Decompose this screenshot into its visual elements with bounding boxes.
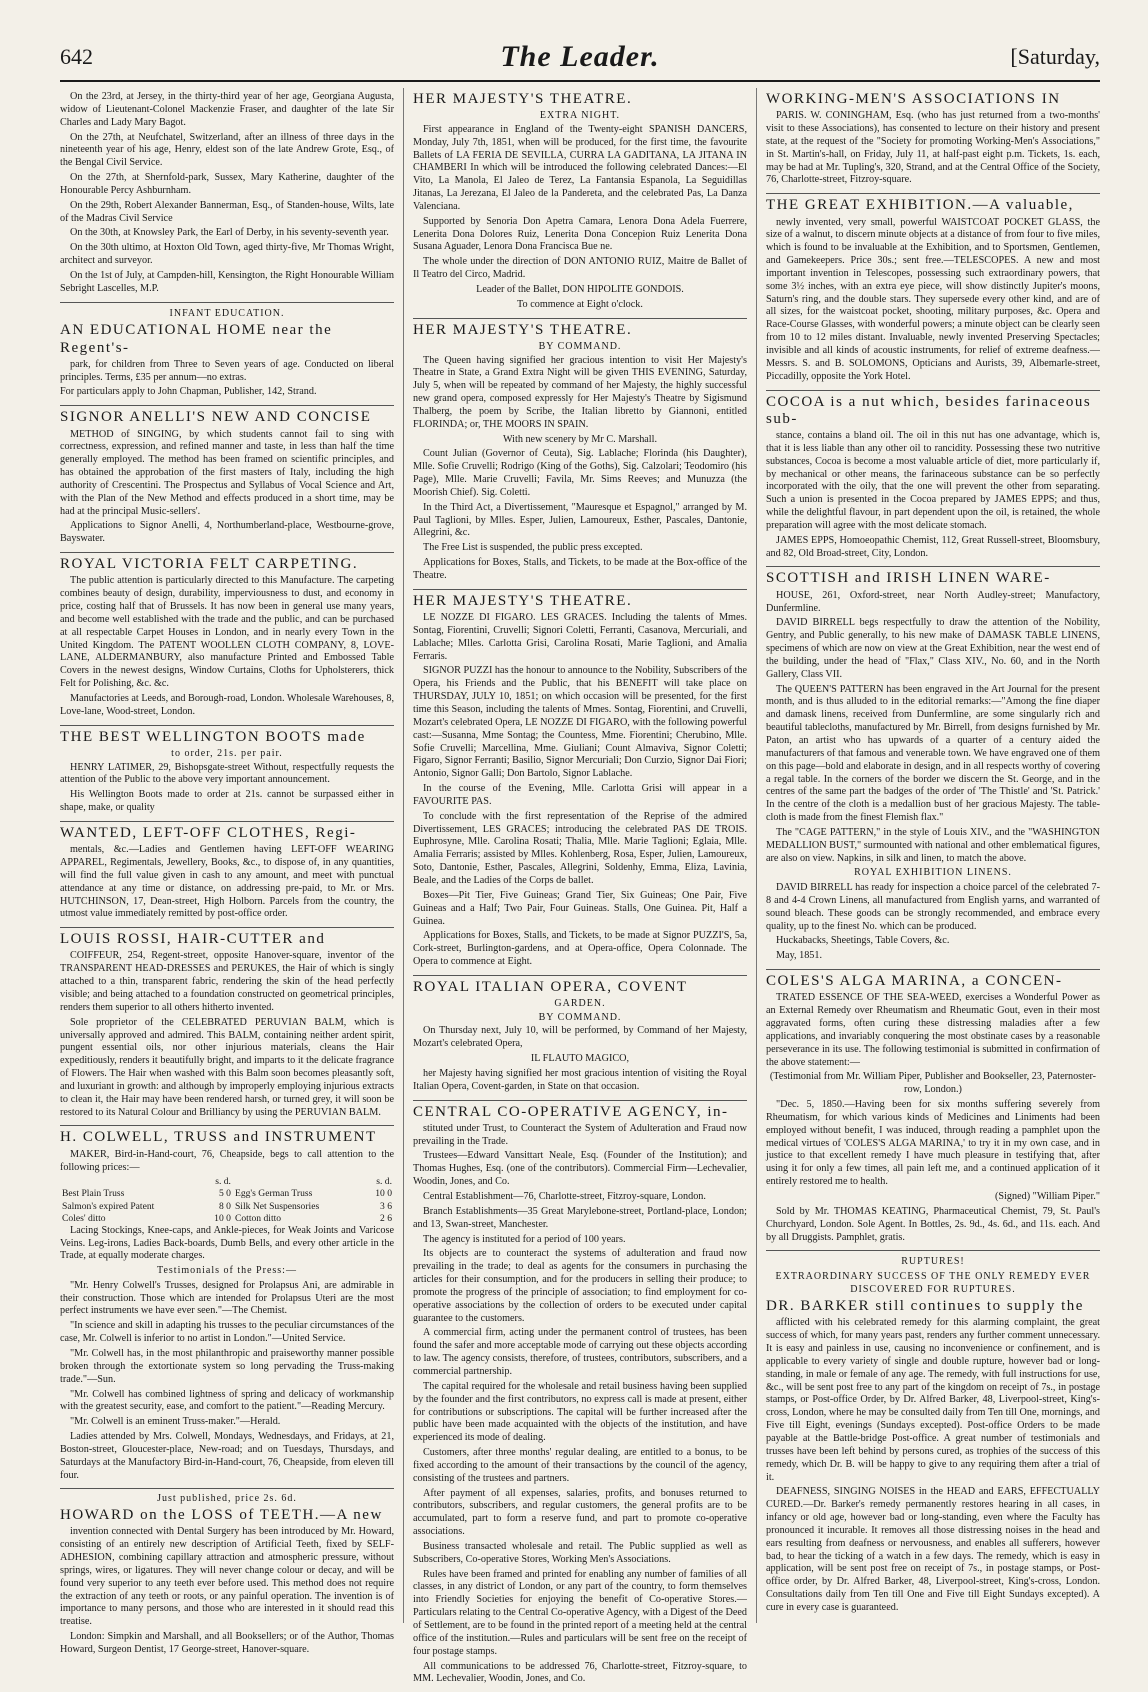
price-table: [60, 1176, 394, 1224]
price-item: Salmon's expired Patent: [62, 1200, 155, 1212]
ad-cocoa: [766, 391, 1100, 568]
price-row: [60, 1213, 394, 1225]
ad-headline: WANTED, LEFT-OFF CLOTHES, Regi-: [60, 824, 357, 841]
ad-body: stituted under Trust, to Counteract the System of Adulteration and Fraud now prevailing in the Trade.: [413, 1122, 747, 1147]
ad-body: newly invented, very small, powerful WAISTCOAT POCKET GLASS, the size of a walnut, to discern minute objects at a distance of from four to five miles, which is found to be invaluable at the Exhibition, and to Sportsmen, Gentlemen, and Gamekeepers. Price 30s.; sent free.—TELESCOPES. A new and most important invention in Telescopes, possessing such extraordinary powers, that some 3½ inches, with an extra eye piece, will show distinctly Jupiter's moons, Saturn's ring, and the double stars. They supersede every other kind, and are of all sizes, for the waistcoat pocket, shooting, military purposes, &c. Opera and Race-Course Glasses, with wonderful powers; a minute object can be clearly seen from 10 to 12 miles distant. Invaluable, newly invented Preserving Spectacles; invisible and all kinds of acoustic instruments, for relief of extreme deafness.—Messrs. S. and B. SOLOMONS, Opticians and Aurists, 39, Albemarle-street, Piccadilly, opposite the York Hotel.: [766, 216, 1100, 382]
ad-coles-alga-marina: [766, 970, 1100, 1251]
ad-anelli: [60, 406, 394, 553]
ad-ruptures: [766, 1251, 1100, 1620]
price-value: 3 6: [380, 1200, 392, 1212]
notice: On the 27th, at Neufchatel, Switzerland, after an illness of three days in the nineteenth year of his age, Henry, eldest son of the late Andrew Grote, Esq., of the Bengal Civil Service.: [60, 131, 394, 169]
ad-body: On Thursday next, July 10, will be performed, by Command of her Majesty, Mozart's celebrated Opera,: [413, 1025, 747, 1050]
ad-label: Testimonials of the Press:—: [157, 1265, 297, 1277]
testimonial: "Mr. Colwell has, in the most philanthropic and praiseworthy manner possible broken through the extortionate system so long pervading the Truss-making trade."—Sun.: [60, 1348, 394, 1385]
ad-body: Huckabacks, Sheetings, Table Covers, &c.: [776, 935, 950, 947]
ad-body: Boxes—Pit Tier, Five Guineas; Grand Tier, Six Guineas; One Pair, Five Guineas and a Half; Two Pair, Four Guineas. Stalls, One Guinea. Pit, Half a Guinea.: [413, 889, 747, 927]
ad-label: EXTRAORDINARY SUCCESS OF THE ONLY REMEDY EVER DISCOVERED FOR RUPTURES.: [775, 1270, 1091, 1295]
ad-body: "Dec. 5, 1850.—Having been for six months suffering severely from Rheumatism, for which various kinds of Medicines and Liniments had been employed without benefit, I was induced, through reading a pamphlet upon the medical virtues of 'COLES'S ALGA MARINA,' to try it in my own case, and in justice to that excellent remedy I have much pleasure in testifying that, after using it for only a few times, all pain left me, and a continued application of it entirely restored me to health.: [766, 1099, 1100, 1188]
ad-her-majestys-theatre-command: [413, 319, 747, 590]
ad-headline: SCOTTISH and IRISH LINEN WARE-: [766, 570, 1051, 587]
notice: On the 29th, Robert Alexander Bannerman, Esq., of Standen-house, Wilts, late of the Madras Civil Service: [60, 199, 394, 224]
ad-label: RUPTURES!: [901, 1256, 965, 1268]
ad-headline: HOWARD on the LOSS of TEETH.—A new: [60, 1507, 383, 1524]
ad-body: His Wellington Boots made to order at 21s. cannot be surpassed either in shape, make, or quality: [60, 789, 394, 814]
ad-wellington-boots: [60, 726, 394, 822]
ad-headline: LOUIS ROSSI, HAIR-CUTTER and: [60, 931, 326, 948]
deaths-notices: [60, 88, 394, 303]
ad-body: Supported by Senoria Don Apetra Camara, Lenora Dona Adela Fuerrere, Lenerita Dona Dolores Ruiz, Lenerita Dona Concepion Ruiz Lenerita Dona Susana Aguader, Lenora Dona Francisca Bue ne.: [413, 215, 747, 253]
ad-body: IL FLAUTO MAGICO,: [530, 1053, 630, 1064]
ad-body: DAVID BIRRELL begs respectfully to draw the attention of the Nobility, Gentry, and Public generally, to his new make of DAMASK TABLE LINENS, specimens of which are now on view at the Great Exhibition, near the west end of the building, under the head of "Flax," Class XIV., No. 60, and in the North Gallery, Class VII.: [766, 617, 1100, 680]
newspaper-title: The Leader.: [500, 40, 660, 73]
price-value: 10 0: [375, 1188, 392, 1200]
ad-body: The public attention is particularly directed to this Manufacture. The carpeting combines beauty of design, durability, imperviousness to dust, and economy in price, costing half that of Brussels. It has now been in general use many years, and become well established with the trade and the public, and can be purchased at all respectable Carpet Houses in London, and in nearly every Town in the United Kingdom. The PATENT WOOLLEN CLOTH COMPANY, 8, LOVE-LANE, ALDERMANBURY, also manufacture Printed and Embossed Table Covers in the newest designs, Window Curtains, Cloths for Upholsterers, thick Felt for Polishing, &c. &c.: [60, 575, 394, 690]
ad-body: All communications to be addressed 76, Charlotte-street, Fitzroy-square, to MM. Lechevalier, Woodin, Jones, and Co.: [413, 1660, 747, 1685]
ad-headline: THE GREAT EXHIBITION.—A valuable,: [766, 197, 1074, 214]
ad-body: LE NOZZE DI FIGARO. LES GRACES. Including the talents of Mmes. Sontag, Fiorentini, Cruvelli; Signori Coletti, Ferranti, Casanova, Mercuriali, and Lablache; Mlles. Carlotta Grisi, Carolina Rosati, Marie Taglioni, and Amalia Ferraris.: [413, 612, 747, 662]
notice: On the 30th ultimo, at Hoxton Old Town, aged thirty-five, Mr Thomas Wright, architect and surveyor.: [60, 242, 394, 267]
price-item: Egg's German Truss: [234, 1188, 313, 1200]
ad-headline: CENTRAL CO-OPERATIVE AGENCY, in-: [413, 1103, 729, 1120]
ad-body: TRATED ESSENCE OF THE SEA-WEED, exercises a Wonderful Power as an External Remedy over Rheumatism and Rheumatic Gout, even in their most aggravated forms, often curing these distressing maladies after a few applications, and invariably conquering the most obstinate cases by a reasonable perseverance in its use. The following testimonial is submitted in confirmation of the above statement:—: [766, 992, 1100, 1068]
ad-her-majestys-theatre-extra: [413, 88, 747, 319]
ad-body: Sold by Mr. THOMAS KEATING, Pharmaceutical Chemist, 79, St. Paul's Churchyard, London. Sole Agent. In Bottles, 2s. 9d., 4s. 6d., and 11s. each. And by all Druggists. Pamphlet, gratis.: [766, 1205, 1100, 1243]
testimonial: "Mr. Henry Colwell's Trusses, designed for Prolapsus Ani, are admirable in their construction. Those which are intended for Prolapsus Uteri are the most perfect instruments we have ever seen."—The Chemist.: [60, 1279, 394, 1317]
ad-body: Manufactories at Leeds, and Borough-road, London. Wholesale Warehouses, 8, Love-lane, Wood-street, London.: [60, 692, 394, 717]
ad-body: MAKER, Bird-in-Hand-court, 76, Cheapside, begs to call attention to the following prices:—: [60, 1148, 394, 1173]
ad-sub: Just published, price 2s. 6d.: [157, 1493, 297, 1505]
price-item: Silk Net Suspensories: [234, 1200, 320, 1212]
ad-headline: SIGNOR ANELLI'S NEW AND CONCISE: [60, 409, 372, 426]
ad-body: PARIS. W. CONINGHAM, Esq. (who has just returned from a two-months' visit to these Associations), has consented to lecture on their history and present state, at the request of the "Society for promoting Working-Men's Associations," in St. Martin's-hall, on Friday, July 11, at half-past eight p.m. Tickets, 1s. each, may be had at Mr. Tupling's, 320, Strand, and at the Central Office of the Society, 76, Charlotte-street, Fitzroy-square.: [766, 110, 1100, 186]
ad-headline: HER MAJESTY'S THEATRE.: [413, 321, 633, 338]
ad-body: invention connected with Dental Surgery has been introduced by Mr. Howard, consisting of an entirely new description of Artificial Teeth, fixed by SELF-ADHESION, combining capillary attraction and atmospheric pressure, without springs, wires, or ligatures. They will never change colour or decay, and will be found very superior to any teeth ever before used. This method does not require the extraction of any teeth or roots, or any painful operation. The invention is of importance to many persons, and those who are interested in it should read this treatise.: [60, 1526, 394, 1628]
testimonial: Ladies attended by Mrs. Colwell, Mondays, Wednesdays, and Fridays, at 21, Boston-street, Gloucester-place, New-road; and on Tuesdays, Thursdays, and Saturdays at the Manufactory Bird-in-Hand-court, 76, Cheapside, from eleven till four.: [60, 1431, 394, 1481]
price-item: Cotton ditto: [234, 1212, 282, 1224]
ad-body: (Testimonial from Mr. William Piper, Publisher and Bookseller, 23, Paternoster-row, London.): [769, 1071, 1097, 1096]
ad-sub: EXTRA NIGHT.: [539, 110, 621, 122]
ad-label: ROYAL EXHIBITION LINENS.: [854, 867, 1012, 879]
notice: On the 27th, at Shernfold-park, Sussex, Mary Katherine, daughter of the Honourable Percy Ashburnham.: [60, 172, 394, 196]
ad-body: The whole under the direction of DON ANTONIO RUIZ, Maitre de Ballet of Il Teatro del Circo, Madrid.: [413, 256, 747, 281]
price-item: Coles' ditto: [62, 1212, 106, 1224]
ad-sub: to order, 21s. per pair.: [171, 747, 283, 759]
column-3: [766, 88, 1100, 1623]
ad-body: First appearance in England of the Twenty-eight SPANISH DANCERS, Monday, July 7th, 1851, when will be produced, for the first time, the favourite Ballets of LA FERIA DE SEVILLA, CURRA LA GADITANA, LA JITANA IN CHAMBERI In which will be introduced the following celebrated Dances:—El Vito, La Manola, El Jaleo de Terez, La Fantansia Espanola, La Seguidillas Jitanas, La Jerezana, El Jaleo de la Pandereta, and the celebrated Pas, La Danza Valenciana.: [413, 123, 747, 212]
column-1: [60, 88, 394, 1655]
ad-body: A commercial firm, acting under the permanent control of trustees, has been found the safer and more acceptable mode of carrying out these objects according to law. The agency consists, therefore, of trustees, contributors, subscribers, and a commercial partnership.: [413, 1327, 747, 1377]
masthead: [60, 40, 1100, 82]
ad-headline: COCOA is a nut which, besides farinaceous sub-: [766, 393, 1092, 427]
ad-headline: THE BEST WELLINGTON BOOTS made: [60, 728, 366, 745]
ad-headline: AN EDUCATIONAL HOME near the Regent's-: [60, 322, 333, 356]
ad-body: The agency is instituted for a period of 100 years.: [423, 1233, 626, 1245]
price-value: 5 0: [218, 1188, 231, 1200]
price-header: s. d.: [215, 1176, 231, 1188]
ad-body: The QUEEN'S PATTERN has been engraved in the Art Journal for the present month, and is thus alluded to in the editorial remarks:—"Among the fine diaper and damask linens, received from Dunfermline, are some singularly rich and beautiful tablecloths, manufactured by Mr. Birrell, from designs furnished by Mr. Paton, an artist who has upwards of a quarter of a century aided the manufacturers of that famous and venerable town. We have engraved one of them on this page—bold and elaborate in design, and in all respects worthy of covering a regal table. In the corners of the border we discern the St. George, and in the centres of the same part the badges of the order of 'The Thistle' and 'St. Patrick.' In the centre of the cloth is a medallion bust of her gracious Majesty. The table-cloth is made from the finest Flemish flax.": [766, 683, 1100, 824]
ad-howard-teeth: [60, 1489, 394, 1662]
ad-body: May, 1851.: [776, 950, 823, 962]
ad-headline: COLES'S ALGA MARINA, a CONCEN-: [766, 973, 1063, 990]
ad-body: SIGNOR PUZZI has the honour to announce to the Nobility, Subscribers of the Opera, his Friends and the Public, that his BENEFIT will take place on THURSDAY, JULY 10, 1851; on which occasion will be presented, for the first time this Season, including the talents of Mmes. Sontag, Fiorentini, and Cruvelli, Mozart's celebrated Opera, LE NOZZE DI FIGARO, with the following powerful cast:—Susanna, Mme Sontag; the Countess, Mme. Fiorentini; Cherubino, Mlle. Sofie Cruvelli; Marcellina, Mme. Giuliani; Count Almaviva, Signor Coletti; Figaro, Signor Ferranti; Basilio, Signor Mercuriali; Don Curzio, Signor Dai Fiori; Antonio, Signor Galli; Don Bartolo, Signor Lablache.: [413, 665, 747, 780]
ad-body: To conclude with the first representation of the Reprise of the admired Divertissement, LES GRACES; introducing the celebrated PAS DE TROIS. Euphrosyne, Mlle. Carolina Rosati; Thalia, Mlle. Marie Taglioni; Eglaia, Mlle. Amalia Ferraris; assisted by Mlles. Kohlenberg, Rosa, Esper, Julien, Lamoureux, Soto, Dantonie, Esther, Pascales, Allegrini, Soldenhy, Emma, Eliza, Lavinia, Beale, and the Ladies of the Corps de ballet.: [413, 810, 747, 886]
column-rule: [403, 88, 404, 1623]
ad-body: Lacing Stockings, Knee-caps, and Ankle-pieces, for Weak Joints and Varicose Veins. Leg-irons, Ladies Back-boards, Dumb Bells, and every other article in the Trade, at equally moderate charges.: [60, 1224, 394, 1262]
columns: [60, 88, 1100, 1685]
ad-body: stance, contains a bland oil. The oil in this nut has one advantage, which is, that it is less liable than any other oil to rancidity. Possessing these two nutritive substances, Cocoa is become a most valuable article of diet, more particularly if, by mechanical or other means, the farinaceous substance can be so perfectly incorporated with the oily, that the one will prevent the other from separating. Such a union is presented in the Cocoa prepared by JAMES EPPS; and thus, while the delightful flavour, in part dependent upon the oil, is retained, the whole preparation will agree with the most delicate stomach.: [766, 430, 1100, 531]
ad-body: The Queen having signified her gracious intention to visit Her Majesty's Theatre in State, a Grand Extra Night will be given THIS EVENING, Saturday, July 5, when will be repeated by command of her Majesty, the highly successful new grand opera, composed expressly for Her Majesty's Theatre by Sigismund Thalberg, the poem by Scribe, the Italian libretto by Giannoni, entitled FLORINDA; or, THE MOORS IN SPAIN.: [413, 354, 747, 430]
ad-body: The "CAGE PATTERN," in the style of Louis XIV., and the "WASHINGTON MEDALLION BUST," surmounted with national and other emblematical figures, are also on view. Napkins, in silk and linen, to match the above.: [766, 826, 1100, 864]
ad-body: Trustees—Edward Vansittart Neale, Esq. (Founder of the Institution); and Thomas Hughes, Esq. (one of the contributors). Commercial Firm—Lechevalier, Woodin, Jones, and Co.: [413, 1150, 747, 1188]
ad-body: Applications to Signor Anelli, 4, Northumberland-place, Westbourne-grove, Bayswater.: [60, 520, 394, 545]
ad-body: DAVID BIRRELL has ready for inspection a choice parcel of the celebrated 7-8 and 4-4 Crown Linens, all manufactured from English yarns, and warranted of sound bleach. These goods can be strongly recommended, and embrace every quality, up to the finest No. which can be produced.: [766, 882, 1100, 932]
testimonial: "Mr. Colwell is an eminent Truss-maker."—Herald.: [70, 1416, 281, 1428]
ad-headline: WORKING-MEN'S ASSOCIATIONS IN: [766, 91, 1061, 107]
ad-signature: (Signed) "William Piper.": [995, 1191, 1100, 1202]
ad-body: Applications for Boxes, Stalls, and Tickets, to be made at Signor PUZZI'S, 5a, Cork-street, Burlington-gardens, and at Opera-office, Opera Colonnade. The Opera to commence at Eight.: [413, 930, 747, 968]
ad-body: Applications for Boxes, Stalls, and Tickets, to be made at the Box-office of the Theatre.: [413, 557, 747, 581]
ad-left-off-clothes: [60, 822, 394, 928]
ad-body: In the Third Act, a Divertissement, "Mauresque et Espagnol," arranged by M. Paul Taglioni, by Mlles. Esper, Julien, Lamoureux, Esther, Pascales, Dantonie, Allegrini, &c.: [413, 501, 747, 539]
ad-body: Business transacted wholesale and retail. The Public supplied as well as Subscribers, Co-operative Stores, Working Men's Associations.: [413, 1540, 747, 1565]
ad-headline: HER MAJESTY'S THEATRE.: [413, 592, 633, 609]
ad-working-mens-associations: [766, 88, 1100, 194]
ad-label: INFANT EDUCATION.: [169, 307, 285, 319]
testimonial: "Mr. Colwell has combined lightness of spring and delicacy of workmanship with the greatest security, ease, and comfort to the patient."—Reading Mercury.: [60, 1388, 394, 1413]
ad-body: Branch Establishments—35 Great Marylebone-street, Portland-place, London; and 13, Swan-street, Manchester.: [413, 1205, 747, 1230]
notice: On the 23rd, at Jersey, in the thirty-third year of her age, Georgiana Augusta, widow of Lieutenant-Colonel Mackenzie Fraser, and daughter of the late Sir Charles and Lady Mary Bagot.: [60, 91, 394, 128]
ad-body: London: Simpkin and Marshall, and all Booksellers; or of the Author, Thomas Howard, Surgeon Dentist, 17 George-street, Hanover-square.: [60, 1631, 394, 1655]
ad-headline: ROYAL VICTORIA FELT CARPETING.: [60, 556, 359, 573]
ad-sub: BY COMMAND.: [538, 1011, 622, 1023]
price-item: Best Plain Truss: [62, 1188, 125, 1200]
ad-body: The capital required for the wholesale and retail business having been supplied by the founder and the first contributors, no express call is made at present, either for contributions or subscriptions. The capital will be further increased after the public have been made acquainted with the objects of the institution, and have experienced its mode of dealing.: [413, 1380, 747, 1444]
price-value: 10 0: [214, 1212, 231, 1224]
ad-body: Rules have been framed and printed for enabling any number of families of all classes, in any district of London, or any part of the country, to form themselves into Friendly Societies for enjoying the benefit of Co-operative Stores.—Particulars relating to the Central Co-operative Agency, with a Digest of the Deed of Settlement, are to be found in the printed report of a meeting held at the central office of the institution.—Rules and particulars will be sent free on the receipt of four postage stamps.: [413, 1568, 747, 1657]
ad-body: In the course of the Evening, Mlle. Carlotta Grisi will appear in a FAVOURITE PAS.: [413, 783, 747, 807]
ad-body: Count Julian (Governor of Ceuta), Sig. Lablache; Florinda (his Daughter), Mlle. Sofie Cruvelli; Rodrigo (King of the Goths), Sig. Calzolari; Teodomiro (his Page), Mlle. Marie Cruvelli; Favila, Mr. Sims Reeves; and Munuzza (the Moorish Chief). Sig. Coletti.: [413, 448, 747, 498]
ad-linen-warehouse: [766, 567, 1100, 970]
ad-body: Sole proprietor of the CELEBRATED PERUVIAN BALM, which is universally approved and admired. This BALM, containing neither ardent spirit, pungent essential oils, nor other injurious materials, cleans the Hair expeditiously, renders it beautifully bright, and imparts to it the delicate fragrance of Flowers. The Hair when washed with this Balm soon becomes pleasantly soft, and luxuriant in growth: and although by improperly employing injurious extracts to clean it, the Hair may have been rendered harsh, or turned grey, it will soon be restored to its Natural Colour and Brilliancy by using the PERUVIAN BALM.: [60, 1016, 394, 1118]
column-rule: [756, 88, 757, 1623]
ad-headline: DR. BARKER still continues to supply the: [766, 1298, 1084, 1315]
ad-body: DEAFNESS, SINGING NOISES in the HEAD and EARS, EFFECTUALLY CURED.—Dr. Barker's remedy permanently restores hearing in all cases, in infancy or old age, however bad or long-standing, even where the Faculty has pronounced it incurable. It removes all those distressing noises in the head and ears resulting from deafness or nervousness, and enables all sufferers, however bad, to hear the ticking of a watch in a few days. The remedy, which is easy in application, will be sent post free on receipt of 7s., in postage stamps, or Post-office order, by Dr. Alfred Barker, 48, Liverpool-street, King's-cross, London. Consultations daily from Ten till One and Five till Eight Sundays excepted). A cure in every case is guaranteed.: [766, 1486, 1100, 1613]
ad-body: Leader of the Ballet, DON HIPOLITE GONDOIS.: [476, 283, 684, 295]
notice: On the 30th, at Knowsley Park, the Earl of Derby, in his seventy-seventh year.: [70, 227, 389, 239]
ad-body: To commence at Eight o'clock.: [517, 298, 643, 310]
ad-headline: H. COLWELL, TRUSS and INSTRUMENT: [60, 1129, 377, 1146]
ad-body: HOUSE, 261, Oxford-street, near North Audley-street; Manufactory, Dunfermline.: [766, 589, 1100, 614]
ad-body: mentals, &c.—Ladies and Gentlemen having LEFT-OFF WEARING APPAREL, Regimentals, Jewellery, Books, &c., to dispose of, in any quantities, will find the full value given in cash to any amount, and meet with punctual attendance at any time or distance, on addressing pre-paid, to Mr. or Mrs. HUTCHINSON, 17, Dean-street, High Holborn. Parcels from the country, the utmost value immediately remitted by post-office order.: [60, 844, 394, 920]
column-2: [413, 88, 747, 1685]
ad-body: HENRY LATIMER, 29, Bishopsgate-street Without, respectfully requests the attention of the Public to the above very important announcement.: [60, 761, 394, 786]
ad-body: COIFFEUR, 254, Regent-street, opposite Hanover-square, inventor of the TRANSPARENT HEAD-DRESSES and PERUKES, the Hair of which is singly attached to a thin, transparent fabric, rendering the skin of the head perfectly visible; and being attached to a foundation constructed on geometrical principles, renders them superior to all others hitherto invented.: [60, 950, 394, 1013]
ad-central-cooperative-agency: [413, 1101, 747, 1692]
ad-body: JAMES EPPS, Homoeopathic Chemist, 112, Great Russell-street, Bloomsbury, and 82, Old Broad-street, City, London.: [766, 534, 1100, 559]
ad-royal-italian-opera: [413, 976, 747, 1101]
page-number: 642: [60, 44, 93, 69]
notice: On the 1st of July, at Campden-hill, Kensington, the Right Honourable William Sebright Lascelles, M.P.: [60, 269, 394, 294]
page-day: [Saturday,: [1010, 44, 1100, 69]
price-row: [60, 1188, 394, 1200]
price-value: 8 0: [218, 1200, 231, 1212]
ad-sub: GARDEN.: [554, 998, 606, 1010]
ad-colwell-truss: [60, 1126, 394, 1489]
ad-body: For particulars apply to John Chapman, Publisher, 142, Strand.: [60, 386, 317, 398]
ad-felt-carpeting: [60, 553, 394, 726]
price-header: s. d.: [376, 1176, 392, 1188]
ad-body: her Majesty having signified her most gracious intention of visiting the Royal Italian Opera, Covent-garden, in State on that occasion.: [413, 1067, 747, 1092]
ad-her-majestys-theatre-figaro: [413, 590, 747, 976]
ad-body: With new scenery by Mr C. Marshall.: [502, 433, 658, 445]
price-row: [60, 1201, 394, 1213]
ad-body: After payment of all expenses, salaries, profits, and bonuses returned to contributors, subscribers, and regular customers, the general profits are to be accumulated, part to form a reserve fund, and part to promote co-operative associations.: [413, 1487, 747, 1538]
ad-body: park, for children from Three to Seven years of age. Conducted on liberal principles. Terms, £35 per annum—no extras.: [60, 358, 394, 383]
ad-body: Its objects are to counteract the systems of adulteration and fraud now prevailing in the trade; to deal as agents for the consumers in purchasing the articles for their consumption, and for the producers in selling their produce; to promote the progress of the principle of association; to find employment for co-operative associations by the collection of orders to be executed under capital guarantee to the customers.: [413, 1248, 747, 1324]
ad-great-exhibition: [766, 194, 1100, 390]
price-value: 2 6: [380, 1212, 392, 1224]
ad-body: afflicted with his celebrated remedy for this alarming complaint, the great success of which, for many years past, renders any further comment unnecessary. It is easy and painless in use, causing no inconvenience or confinement, and is applicable to every variety of single and double rupture, however bad or long-standing, in male or female of any age. The remedy, with full instructions for use, &c., will be sent post free to any part of the kingdom on receipt of 7s., in postage stamps, or Post-office Order, by Dr. Alfred Barker, 48, Liverpool-street, King's-cross, London, where he may be consulted daily from Ten till One, mornings, and Five till Eight, evenings (Sundays excepted). Post-office Orders to be made payable at the Battle-bridge Post-office. A great number of testimonials and trusses have been left behind by persons cured, as trophies of the success of this remedy, which Dr. B. will be happy to give to any requiring them after a trial of it.: [766, 1317, 1100, 1483]
ad-louis-rossi: [60, 928, 394, 1126]
ad-sub: BY COMMAND.: [538, 340, 622, 352]
ad-body: METHOD of SINGING, by which students cannot fail to sing with correctness, expression, and refined manner and taste, in less than half the time generally employed. The method has been framed on scientific principles, and has obtained the approbation of the first masters of Italy, including the high authority of Crescentini. The Prospectus and Syllabus of Vocal Science and Art, with the Plan of the New Method and effects produced in a short time, may be had at the principal Music-sellers'.: [60, 428, 394, 517]
ad-body: Customers, after three months' regular dealing, are entitled to a bonus, to be fixed according to the amount of their transactions by the council of the agency, consisting of the trustees and partners.: [413, 1447, 747, 1484]
ad-body: The Free List is suspended, the public press excepted.: [423, 542, 643, 554]
ad-headline: ROYAL ITALIAN OPERA, COVENT: [413, 978, 688, 995]
ad-body: Central Establishment—76, Charlotte-street, Fitzroy-square, London.: [423, 1191, 706, 1202]
ad-infant-education: [60, 303, 394, 407]
testimonial: "In science and skill in adapting his trusses to the peculiar circumstances of the case, Mr. Colwell is inferior to no artist in London."—United Service.: [60, 1320, 394, 1345]
ad-headline: HER MAJESTY'S THEATRE.: [413, 91, 633, 107]
